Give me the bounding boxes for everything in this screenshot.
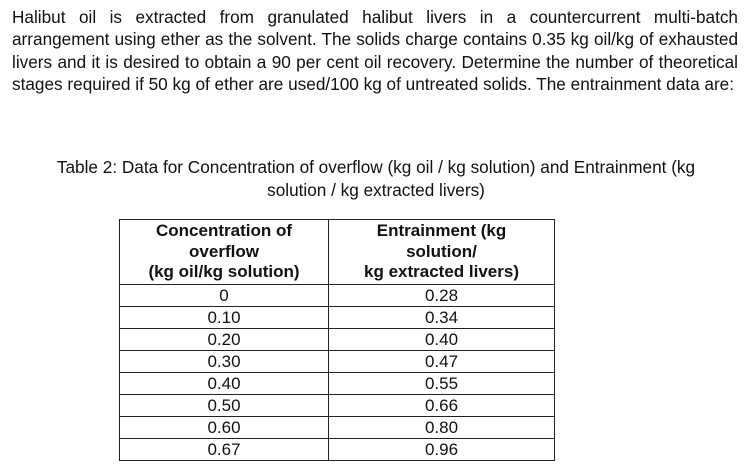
table-row [120,285,555,307]
table-row [120,373,555,395]
table-row [120,329,555,351]
concentration-cell: 0.67 [120,439,329,461]
concentration-cell: 0.50 [120,395,329,417]
table-row [120,307,555,329]
concentration-cell: 0.20 [120,329,329,351]
caption-line-2: solution / kg extracted livers) [267,179,485,200]
concentration-cell: 0.60 [120,417,329,439]
concentration-cell: 0 [120,285,329,307]
table-header-row [120,220,555,285]
entrainment-cell: 0.80 [329,417,555,439]
concentration-cell: 0.40 [120,373,329,395]
table-row [120,395,555,417]
header-concentration: Concentration of overflow (kg oil/kg solution) [120,220,329,285]
header-entrainment: Entrainment (kg solution/ kg extracted livers) [329,220,555,285]
problem-line: Halibut oil is extracted from granulated halibut livers in a countercurrent multi-batch [12,7,738,27]
entrainment-cell: 0.55 [329,373,555,395]
table-row [120,351,555,373]
problem-statement [12,6,738,96]
problem-line: solids. The entrainment data are: [483,74,735,95]
problem-line: exhausted livers and it is desired to obtain a 90 per cent oil recovery. Determine the [12,29,739,72]
table-row [120,417,555,439]
entrainment-cell: 0.40 [329,329,555,351]
entrainment-cell: 0.47 [329,351,555,373]
caption-line-1: Table 2: Data for Concentration of overflow (kg oil / kg solution) and Entrainment (kg [56,157,696,177]
concentration-cell: 0.10 [120,307,329,329]
entrainment-cell: 0.96 [329,439,555,461]
problem-line: arrangement using ether as the solvent. The solids charge contains 0.35 kg oil/kg of [12,29,654,50]
table-row [120,439,555,461]
entrainment-cell: 0.34 [329,307,555,329]
concentration-cell: 0.30 [120,351,329,373]
entrainment-cell: 0.66 [329,395,555,417]
problem-line: number of theoretical stages required if 50 kg of ether are used/100 kg of untreated [12,51,738,95]
entrainment-cell: 0.28 [329,285,555,307]
table-caption [20,156,732,201]
entrainment-table [119,219,555,461]
